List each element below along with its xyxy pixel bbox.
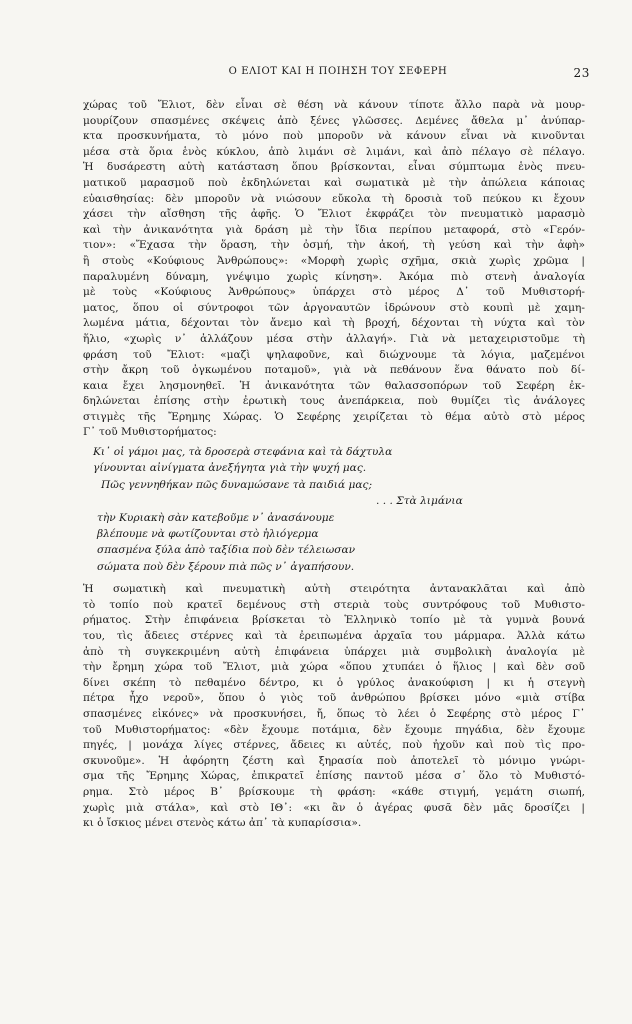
- text-line: Ἡ σωματικὴ καὶ πνευματικὴ αὐτὴ στειρότητα ἀντανακλᾶται καὶ ἀπὸ: [83, 583, 585, 596]
- text-line: ρημα. Στὸ μέρος Β᾽ βρίσκουμε τὴ φράση: «κάθε στιγμή, γεμάτη σιωπή,: [83, 785, 585, 798]
- text-line: του, τὶς ἄδειες στέρνες καὶ τὰ ἐρειπωμένα ἀρχαῖα του μάρμαρα. Ἀλλὰ κάτω: [83, 629, 585, 642]
- verse-line: γίνουνται αἰνίγματα ἀνεξήγητα γιὰ τὴν ψυχή μας.: [93, 462, 367, 475]
- text-line: δηλώνεται ἐπίσης στὴν ἐρωτικὴ τους ἀνεπάρκεια, ποὺ θυμίζει τὶς ἀνάλογες: [83, 395, 585, 408]
- body-text: [83, 98, 585, 832]
- text-line: χωρὶς μιὰ στάλα», καὶ στὸ ΙΘ᾽: «κι ἂν ὁ ἀγέρας φυσᾶ δὲν μᾶς δροσίζει |: [83, 801, 585, 814]
- verse-line: σπασμένα ξύλα ἀπὸ ταξίδια ποὺ δὲν τέλειωσαν: [97, 544, 356, 557]
- text-line: πηγές, | μονάχα λίγες στέρνες, ἄδειες κι αὐτές, ποὺ ἠχοῦν καὶ ποὺ τὶς προ-: [83, 739, 585, 752]
- verse-line: τὴν Κυριακὴ σὰν κατεβοῦμε ν᾽ ἀνασάνουμε: [97, 511, 335, 524]
- text-line: μέσα στὰ ὅρια ἑνὸς κύκλου, ἀπὸ λιμάνι σὲ λιμάνι, καὶ ἀπὸ πέλαγο σὲ πέλαγο.: [83, 145, 585, 158]
- verse-line: σώματα ποὺ δὲν ξέρουν πιὰ πῶς ν᾽ ἀγαπήσουν.: [97, 560, 355, 573]
- running-header: [72, 66, 604, 82]
- text-line: κτα προσκυνήματα, τὸ μόνο ποὺ μποροῦν νὰ κάνουν εἶναι νὰ κινοῦνται: [83, 130, 585, 143]
- verse-line: Κι᾽ οἱ γάμοι μας, τὰ δροσερὰ στεφάνια καὶ τὰ δάχτυλα: [93, 446, 393, 459]
- text-line: καὶ τὴν ἀνικανότητα γιὰ δράση μὲ τὴν ἴδια περίπου μεταφορά, στὸ «Γερόν-: [83, 223, 585, 236]
- text-line: λωμένα μάτια, δέχονται τὸν ἄνεμο καὶ τὴ βροχή, δέχονται τὴ νύχτα καὶ τὸν: [83, 317, 585, 330]
- verse-quotation: [83, 445, 585, 576]
- text-line: δίνει σκέπη τὸ πεθαμένο δέντρο, κι ὁ γρύλος ἀνακούφιση | κι ἡ στεγνὴ: [83, 676, 585, 689]
- text-line: παραλυμένη δύναμη, γνέψιμο χωρὶς κίνηση». Ἀκόμα πιὸ στενὴ ἀναλογία: [83, 270, 585, 283]
- text-line: ματος, ὅπου οἱ σύντροφοι τῶν ἀργοναυτῶν ἱδρώνουν στὸ κουπὶ μὲ χαμη-: [83, 301, 585, 314]
- paragraph-2: [83, 582, 585, 832]
- text-line: τὴν ἔρημη χώρα τοῦ Ἔλιοτ, μιὰ χώρα «ὅπου χτυπάει ὁ ἥλιος | καὶ δὲν σοῦ: [83, 661, 585, 674]
- text-line: ἥλιο, «χωρὶς ν᾽ ἀλλάζουν μέσα στὴν ἀλλαγή». Γιὰ νὰ μεταχειριστοῦμε τὴ: [83, 332, 585, 345]
- text-line: σπασμένες εἰκόνες» νὰ προσκυνήσει, ἤ, ὅπως τὸ λέει ὁ Σεφέρης στὸ μέρος Γ᾽: [83, 707, 585, 720]
- running-title: Ο ΕΛΙΟΤ ΚΑΙ Η ΠΟΙΗΣΗ ΤΟΥ ΣΕΦΕΡΗ: [228, 66, 448, 77]
- text-line: στιγμὲς τῆς Ἔρημης Χώρας. Ὁ Σεφέρης χειρίζεται τὸ θέμα αὐτὸ στὸ μέρος: [83, 410, 585, 423]
- text-line: εὐαισθησίας: δὲν μποροῦν νὰ νιώσουν εὔκολα τὴ δροσιὰ τοῦ πεύκου κι ἔχουν: [83, 192, 585, 205]
- text-line: ἢ στοὺς «Κούφιους Ἀνθρώπους»: «Μορφὴ χωρὶς σχῆμα, σκιὰ χωρὶς χρῶμα |: [83, 254, 585, 267]
- text-line: Ἡ δυσάρεστη αὐτὴ κατάσταση ὅπου βρίσκονται, εἶναι σύμπτωμα ἑνὸς πνευ-: [83, 161, 585, 174]
- page-number: 23: [573, 66, 590, 80]
- text-line: καια ἔχει λησμονηθεῖ. Ἡ ἀνικανότητα τῶν θαλασσοπόρων τοῦ Σεφέρη ἐκ-: [83, 379, 585, 392]
- text-line: μουρίζουν σπασμένες σκέψεις ἀπὸ ξένες γλῶσσες. Δεμένες ἄθελα μ᾽ ἀνύπαρ-: [83, 114, 585, 127]
- text-line: φράση τοῦ Ἔλιοτ: «μαζὶ ψηλαφοῦνε, καὶ διώχνουμε τὰ λόγια, μαζεμένοι: [83, 348, 585, 361]
- text-line: Γ᾽ τοῦ Μυθιστορήματος:: [83, 426, 217, 439]
- text-line: μὲ τοὺς «Κούφιους Ἀνθρώπους» ὑπάρχει στὸ μέρος Δ᾽ τοῦ Μυθιστορή-: [83, 286, 585, 299]
- verse-line: βλέπουμε νὰ φωτίζουνται στὸ ἡλιόγερμα: [97, 528, 319, 541]
- text-line: στὴν ἄκρη τοῦ ὀγκωμένου ποταμοῦ», γιὰ νὰ πεθάνουν ἕνα θάνατο ποὺ δί-: [83, 364, 585, 377]
- text-line: κι ὁ ἴσκιος μένει στενὸς κάτω ἀπ᾽ τὰ κυπαρίσσια».: [83, 817, 362, 830]
- text-line: ρήματος. Στὴν ἐπιφάνεια βρίσκεται τὸ Ἑλληνικὸ τοπίο μὲ τὰ γυμνὰ βουνά: [83, 614, 585, 627]
- text-line: ματικοῦ μαρασμοῦ ποὺ ἐκδηλώνεται καὶ σωματικὰ μὲ τὴν ἀπώλεια κάποιας: [83, 176, 585, 189]
- text-line: ἀπὸ τὴ συγκεκριμένη αὐτὴ ἐπιφάνεια ὑπάρχει μιὰ συμβολικὴ ἀναλογία μὲ: [83, 645, 585, 658]
- text-line: σμα τῆς Ἔρημης Χώρας, ἐπικρατεῖ ἐπίσης παντοῦ μέσα σ᾽ ὅλο τὸ Μυθιστό-: [83, 770, 585, 783]
- text-line: σκυνοῦμε». Ἡ ἀφόρητη ζέστη καὶ ξηρασία ποὺ ἀποτελεῖ τὸ μόνιμο γνώρι-: [83, 754, 585, 767]
- text-line: τοῦ Μυθιστορήματος: «δὲν ἔχουμε ποτάμια, δὲν ἔχουμε πηγάδια, δὲν ἔχουμε: [83, 723, 585, 736]
- text-line: τιον»: «Ἔχασα τὴν ὅραση, τὴν ὀσμή, τὴν ἀκοή, τὴ γεύση καὶ τὴν ἀφὴ»: [83, 239, 585, 252]
- verse-line: Πῶς γεννηθήκαν πῶς δυναμώσανε τὰ παιδιά μας;: [101, 478, 373, 491]
- text-line: τὸ τοπίο ποὺ κρατεῖ δεμένους στὴ στεριὰ τοὺς συντρόφους τοῦ Μυθιστο-: [83, 598, 585, 611]
- text-line: πέτρα ἦχο νεροῦ», ὅπου ὁ γιὸς τοῦ ἀνθρώπου βρίσκει μόνο «μιὰ στίβα: [83, 692, 585, 705]
- text-line: χάσει τὴν αἴσθηση τῆς ἀφῆς. Ὁ Ἔλιοτ ἐκφράζει τὸν πνευματικὸ μαρασμὸ: [83, 208, 585, 221]
- verse-line: . . . Στὰ λιμάνια: [376, 495, 463, 508]
- text-line: χώρας τοῦ Ἔλιοτ, δὲν εἶναι σὲ θέση νὰ κάνουν τίποτε ἄλλο παρὰ νὰ μουρ-: [83, 99, 585, 111]
- paragraph-1: [83, 98, 585, 441]
